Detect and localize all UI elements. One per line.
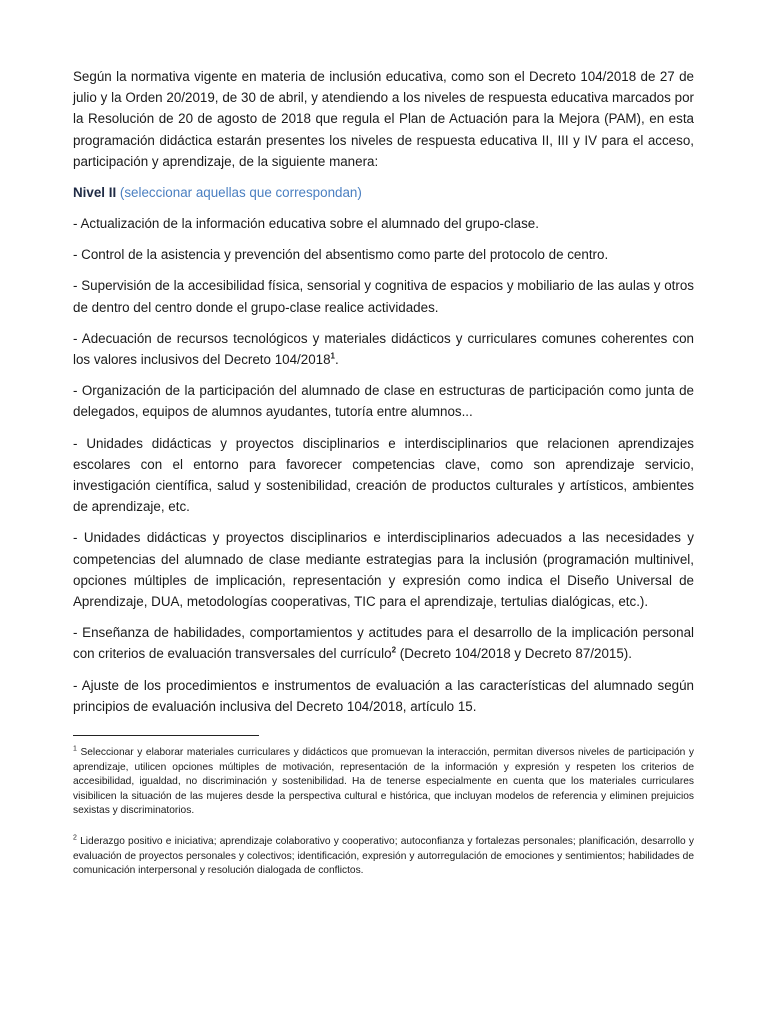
list-item — [73, 328, 694, 370]
footnote-separator — [73, 735, 259, 736]
list-item-suffix: (Decreto 104/2018 y Decreto 87/2015). — [396, 646, 632, 662]
list-item-text: - Enseñanza de habilidades, comportamientos y actitudes para el desarrollo de la implicación personal con criterios de evaluación transversales del currículo — [73, 625, 694, 662]
footnote-2 — [73, 835, 694, 879]
list-item — [73, 622, 694, 664]
footnote-ref-1: 1 — [330, 351, 335, 361]
level-note: (seleccionar aquellas que correspondan) — [119, 185, 362, 201]
document-page — [73, 66, 694, 895]
list-item: - Control de la asistencia y prevención del absentismo como parte del protocolo de centro. — [73, 247, 609, 263]
list-item-suffix: . — [335, 352, 339, 368]
intro-paragraph: Según la normativa vigente en materia de inclusión educativa, como son el Decreto 104/2018 de 27 de julio y la Orden 20/2019, de 30 de abril, y atendiendo a los niveles de respuesta educativa marcados por la Resolución de 20 de agosto de 2018 que regula el Plan de Actuación para la Mejora (PAM), en esta programación didáctica estarán presentes los niveles de respuesta educativa II, III y IV para el acceso, participación y aprendizaje, de la siguiente manera: — [73, 69, 694, 169]
footnote-text: Liderazgo positivo e iniciativa; aprendizaje colaborativo y cooperativo; autoconfianza y fortalezas personales; planificación, desarrollo y evaluación de proyectos personales y colectivos; identificación, expresión y autorregulación de emociones y sentimientos; habilidades de comunicación interpersonal y resolución dialogada de conflictos. — [73, 836, 694, 877]
footnote-1 — [73, 746, 694, 819]
footnote-mark-1: 1 — [73, 745, 77, 753]
list-item-text: - Adecuación de recursos tecnológicos y materiales didácticos y curriculares comunes coherentes con los valores inclusivos del Decreto 104/2018 — [73, 330, 694, 368]
list-item: - Ajuste de los procedimientos e instrumentos de evaluación a las características del alumnado según principios de evaluación inclusiva del Decreto 104/2018, artículo 15. — [73, 677, 694, 714]
level-heading — [73, 182, 694, 203]
level-title: Nivel II — [73, 185, 117, 201]
footnote-mark-2: 2 — [73, 834, 77, 842]
list-item: - Unidades didácticas y proyectos disciplinarios e interdisciplinarios adecuados a las necesidades y competencias del alumnado de clase mediante estrategias para la inclusión (programación multinivel, opciones múltiples de implicación, representación y expresión como indica el Diseño Universal de Aprendizaje, DUA, metodologías cooperativas, TIC para el aprendizaje, tertulias dialógicas, etc.). — [73, 530, 694, 610]
list-item: - Supervisión de la accesibilidad física, sensorial y cognitiva de espacios y mobiliario de las aulas y otros de dentro del centro donde el grupo-clase realice actividades. — [73, 278, 694, 315]
footnote-text: Seleccionar y elaborar materiales curriculares y didácticos que promuevan la interacción, permitan diversos niveles de participación y aprendizaje, utilicen opciones múltiples de motivación, representación de la información y expresión y respeten los criterios de accesibilidad, igualdad, no discriminación y sostenibilidad. Ha de tenerse especialmente en cuenta que los materiales curriculares visibilicen la situación de las mujeres desde la perspectiva cultural e histórica, que incluyan modelos de referencia y eliminen prejuicios sexistas y discriminatorios. — [73, 747, 694, 817]
list-item: - Unidades didácticas y proyectos disciplinarios e interdisciplinarios que relacionen aprendizajes escolares con el entorno para favorecer competencias clave, como son aprendizaje servicio, investigación científica, salud y sostenibilidad, creación de productos culturales y artísticos, ambientes de aprendizaje, etc. — [73, 435, 694, 515]
footnote-ref-2: 2 — [391, 646, 397, 655]
list-item: - Actualización de la información educativa sobre el alumnado del grupo-clase. — [73, 216, 539, 232]
list-item: - Organización de la participación del alumnado de clase en estructuras de participación como junta de delegados, equipos de alumnos ayudantes, tutoría entre alumnos... — [73, 383, 694, 420]
